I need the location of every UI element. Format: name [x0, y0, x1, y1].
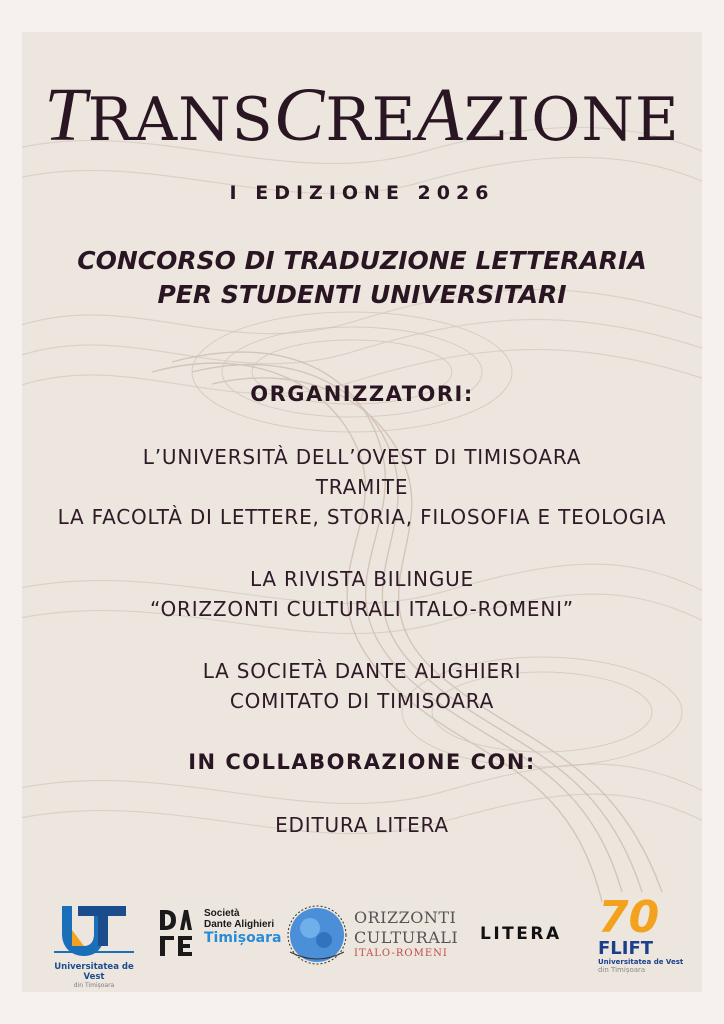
collaboration-heading: IN COLLABORAZIONE CON: — [188, 750, 536, 774]
title-cap-t: T — [44, 73, 88, 157]
organizer-line: LA FACOLTÀ DI LETTERE, STORIA, FILOSOFIA E TEOLOGIA — [57, 505, 667, 529]
organizer-magazine — [22, 564, 702, 624]
orizzonti-culturali-logo — [286, 904, 468, 974]
uvt-logo-text — [48, 962, 140, 989]
organizer-line: “ORIZZONTI CULTURALI ITALO-ROMENI” — [150, 597, 574, 621]
dante-line-2: Dante Alighieri — [204, 919, 275, 930]
dante-alighieri-logo — [160, 908, 282, 968]
poster-title — [22, 72, 702, 159]
dante-line-1: Società — [204, 908, 240, 919]
collaborator-publisher: EDITURA LITERA — [275, 813, 449, 837]
flift-logo — [598, 892, 684, 984]
organizer-line: L’UNIVERSITÀ DELL’OVEST DI TIMISOARA — [142, 445, 582, 469]
uvt-sub: din Timișoara — [73, 982, 115, 989]
flift-name: FLIFT — [598, 938, 654, 959]
orizzonti-line-3: ITALO-ROMENI — [354, 948, 448, 959]
contest-line-2: PER STUDENTI UNIVERSITARI — [157, 280, 567, 309]
partner-logos — [22, 892, 702, 989]
litera-logo: LITERA — [480, 924, 562, 944]
orizzonti-text — [354, 908, 458, 959]
organizer-dante-society — [22, 656, 702, 716]
title-rest-3: ZIONE — [463, 85, 680, 155]
contest-heading — [22, 244, 702, 312]
poster — [22, 32, 702, 992]
title-cap-a: A — [416, 73, 464, 157]
uvt-name: Universitatea de Vest — [54, 962, 134, 982]
flift-sub: Universitatea de Vest — [598, 958, 684, 966]
uvt-mark-icon — [48, 900, 140, 960]
orizzonti-line-2: CULTURALI — [354, 928, 459, 947]
flift-number: 70 — [598, 892, 660, 943]
orizzonti-globe-icon — [286, 904, 348, 966]
organizer-line: LA RIVISTA BILINGUE — [249, 567, 474, 591]
orizzonti-line-1: ORIZZONTI — [354, 908, 457, 927]
dante-monogram-icon — [160, 910, 200, 960]
title-cap-c: C — [273, 73, 326, 157]
title-rest-1: RANS — [87, 85, 274, 155]
organizer-line: LA SOCIETÀ DANTE ALIGHIERI — [202, 659, 522, 683]
uvt-logo — [48, 900, 140, 989]
organizer-line: COMITATO DI TIMISOARA — [229, 689, 495, 713]
edition-label: I EDIZIONE 2026 — [229, 182, 495, 204]
title-rest-2: RE — [325, 85, 417, 155]
contest-line-1: CONCORSO DI TRADUZIONE LETTERARIA — [77, 246, 647, 275]
organizer-line: TRAMITE — [315, 475, 409, 499]
organizer-university — [22, 442, 702, 532]
organizers-heading: ORGANIZZATORI: — [250, 382, 474, 406]
dante-text — [204, 908, 282, 946]
dante-city: Timișoara — [204, 930, 282, 946]
flift-sub-2: din Timișoara — [598, 966, 646, 974]
